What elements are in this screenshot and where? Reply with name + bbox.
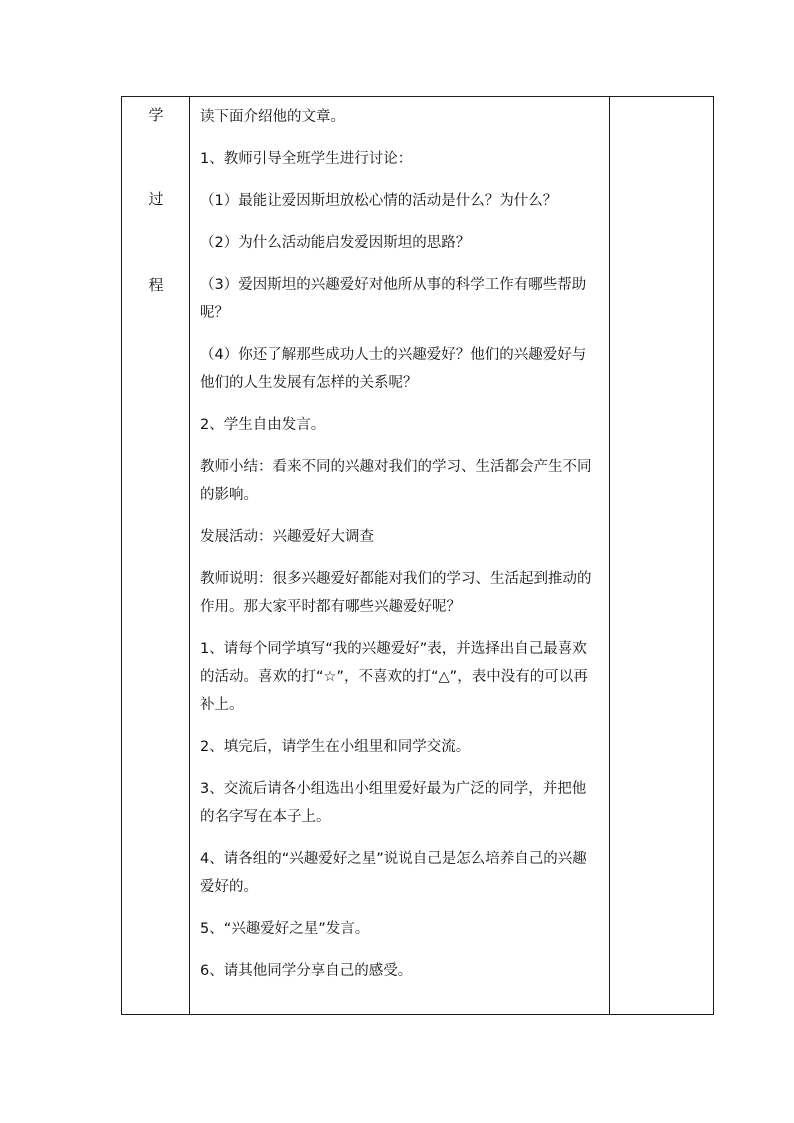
paragraph: （4）你还了解那些成功人士的兴趣爱好？他们的兴趣爱好与他们的人生发展有怎样的关系呢？ [200,347,587,391]
content-body [190,97,609,985]
section-label-cell [122,97,190,1015]
paragraph: 发展活动：兴趣爱好大调查 [200,529,374,545]
section-label-char: 过 [148,190,164,208]
paragraph: 2、填完后，请学生在小组里和同学交流。 [200,739,471,755]
paragraph: （3）爱因斯坦的兴趣爱好对他所从事的科学工作有哪些帮助呢？ [200,277,587,321]
paragraph: 2、学生自由发言。 [200,417,326,433]
paragraph: 读下面介绍他的文章。 [200,109,345,125]
section-label-char: 学 [148,106,164,124]
notes-cell [610,97,714,1015]
paragraph: 教师小结：看来不同的兴趣对我们的学习、生活都会产生不同的影响。 [200,459,592,503]
table-row [122,97,714,1015]
paragraph: 3、交流后请各小组选出小组里爱好最为广泛的同学，并把他的名字写在本子上。 [200,781,587,825]
paragraph: 1、请每个同学填写“我的兴趣爱好”表，并选择出自己最喜欢的活动。喜欢的打“☆”，不喜欢的打“△”，表中没有的可以再补上。 [200,641,588,713]
paragraph: 1、教师引导全班学生进行讨论： [200,151,413,167]
paragraph: （2）为什么活动能启发爱因斯坦的思路？ [200,235,471,251]
content-cell [190,97,610,1015]
paragraph: 4、请各组的“兴趣爱好之星”说说自己是怎么培养自己的兴趣爱好的。 [200,851,587,895]
section-label-char: 程 [148,276,164,294]
paragraph: 教师说明：很多兴趣爱好都能对我们的学习、生活起到推动的作用。那大家平时都有哪些兴趣爱好呢？ [200,571,592,615]
paragraph: 5、“兴趣爱好之星”发言。 [200,921,370,937]
paragraph: 6、请其他同学分享自己的感受。 [200,963,413,979]
lesson-plan-table [121,96,714,1015]
paragraph: （1）最能让爱因斯坦放松心情的活动是什么？为什么？ [200,193,558,209]
